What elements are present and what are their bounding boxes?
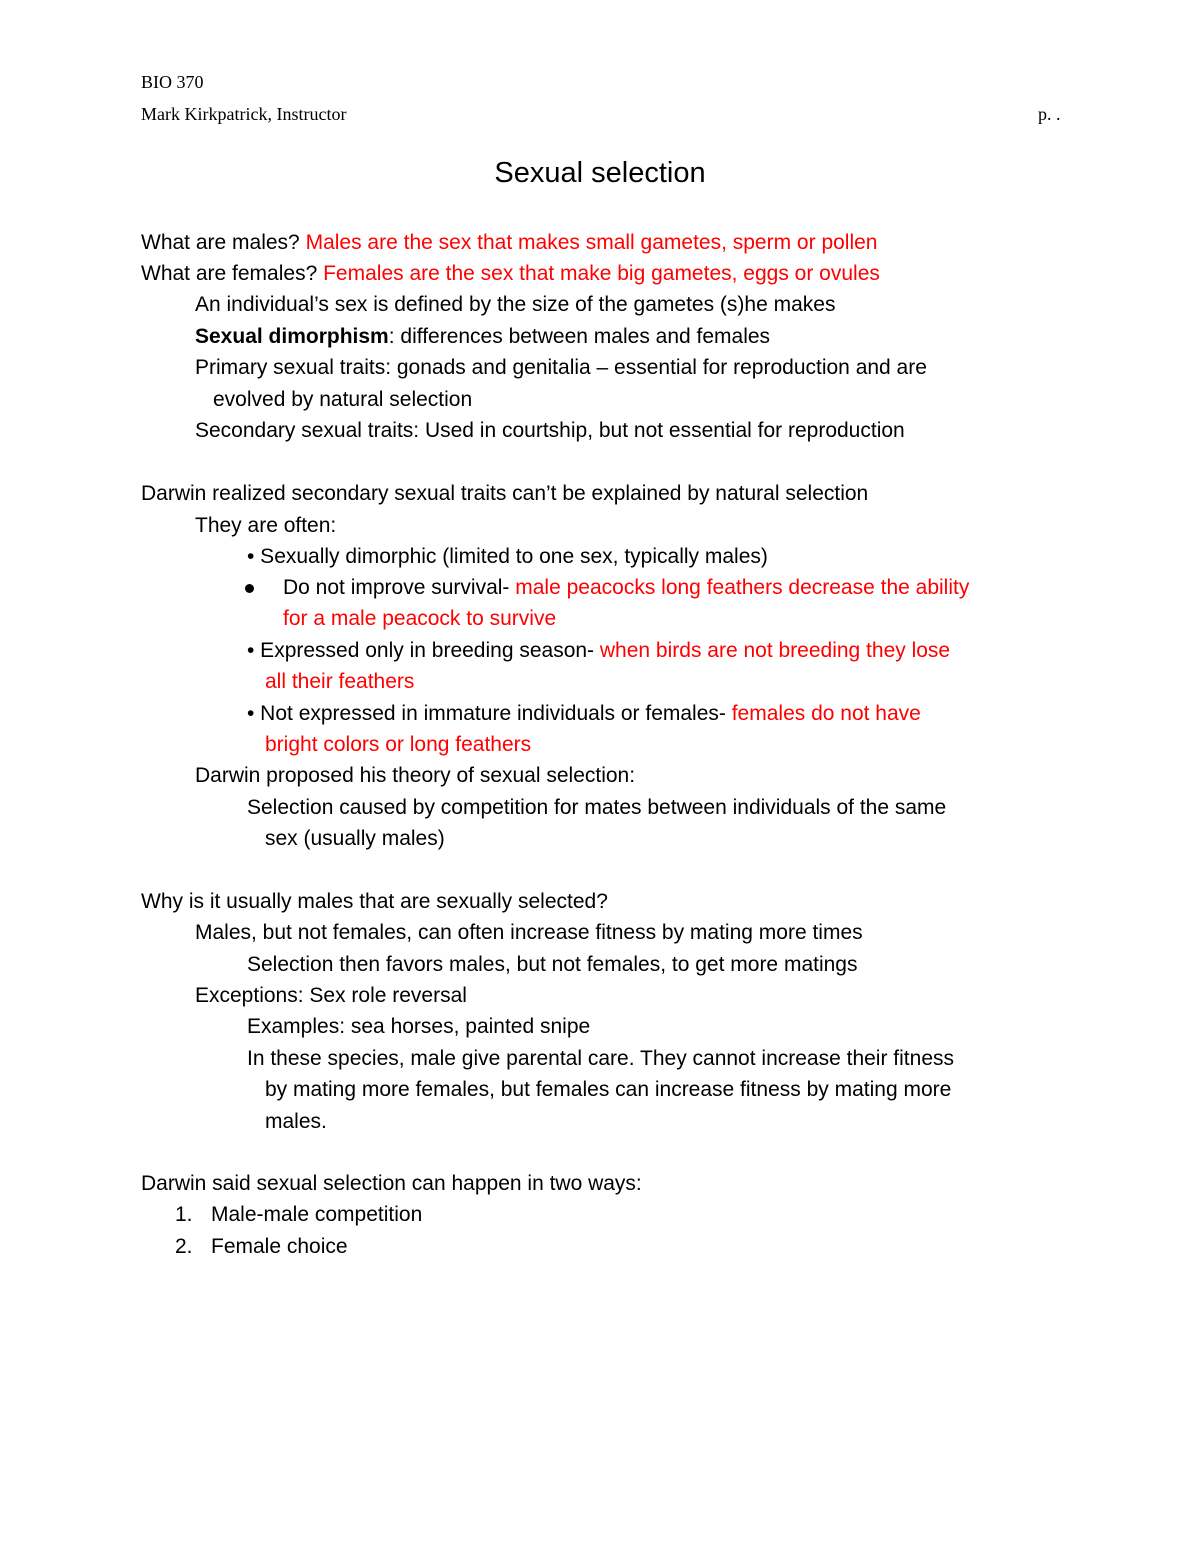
list-item [175, 1234, 193, 1260]
bullet-note: females do not have [731, 702, 921, 725]
bullet-note: when birds are not breeding they lose [599, 639, 951, 662]
bullet-text: • Expressed only in breeding season- [247, 639, 600, 662]
parental-care-end: males. [265, 1110, 327, 1133]
question-text: What are females? [141, 262, 324, 285]
exceptions-line: Exceptions: Sex role reversal [195, 984, 467, 1007]
bullet-note: male peacocks long feathers decrease the ability [515, 576, 970, 599]
secondary-traits-line: Secondary sexual traits: Used in courtship, but not essential for reproduction [195, 419, 905, 442]
answer-text: Males are the sex that makes small gametes, sperm or pollen [305, 231, 878, 254]
parental-care-continuation: by mating more females, but females can increase fitness by mating more [265, 1078, 952, 1101]
bullet-text: • Not expressed in immature individuals or females- [247, 702, 732, 725]
list-number: 1. [175, 1203, 193, 1226]
term-definition: : differences between males and females [388, 325, 771, 348]
page-title: Sexual selection [494, 157, 706, 189]
bullet-breeding-continuation: all their feathers [265, 670, 415, 693]
two-ways-heading: Darwin said sexual selection can happen in two ways: [141, 1172, 642, 1195]
sexual-selection-definition-continuation: sex (usually males) [265, 827, 445, 850]
course-code: BIO 370 [141, 72, 204, 92]
page-number: p. . [1038, 104, 1061, 124]
list-item [175, 1202, 193, 1228]
primary-traits-line: Primary sexual traits: gonads and genitalia – essential for reproduction and are [195, 356, 927, 379]
bullet-text: Do not improve survival- [283, 576, 516, 599]
sex-definition: An individual’s sex is defined by the size of the gametes (s)he makes [195, 293, 836, 316]
sexual-selection-definition: Selection caused by competition for mates between individuals of the same [247, 796, 947, 819]
they-are-often: They are often: [195, 514, 337, 537]
why-males-heading: Why is it usually males that are sexually selected? [141, 890, 608, 913]
parental-care-line: In these species, male give parental care. They cannot increase their fitness [247, 1047, 954, 1070]
darwin-proposed: Darwin proposed his theory of sexual selection: [195, 764, 636, 787]
question-females [141, 261, 880, 287]
bullet-survival-continuation: for a male peacock to survive [283, 607, 557, 630]
list-item-text: Female choice [211, 1235, 348, 1258]
bullet-survival [283, 575, 969, 601]
bullet-immature-continuation: bright colors or long feathers [265, 733, 532, 756]
bullet-dot-icon [245, 584, 254, 593]
list-number: 2. [175, 1235, 193, 1258]
males-increase-fitness: Males, but not females, can often increase fitness by mating more times [195, 921, 863, 944]
bullet-immature [247, 701, 921, 727]
list-item-text: Male-male competition [211, 1203, 423, 1226]
answer-text: Females are the sex that make big gametes, eggs or ovules [323, 262, 880, 285]
primary-traits-continuation: evolved by natural selection [213, 388, 473, 411]
question-text: What are males? [141, 231, 306, 254]
examples-line: Examples: sea horses, painted snipe [247, 1015, 591, 1038]
term-bold: Sexual dimorphism [195, 325, 389, 348]
sexual-dimorphism-definition [195, 324, 770, 350]
bullet-sexually-dimorphic: • Sexually dimorphic (limited to one sex, typically males) [247, 545, 768, 568]
selection-favors-males: Selection then favors males, but not females, to get more matings [247, 953, 858, 976]
darwin-realized-heading: Darwin realized secondary sexual traits can’t be explained by natural selection [141, 482, 869, 505]
question-males [141, 230, 878, 256]
bullet-breeding-season [247, 638, 950, 664]
instructor-name: Mark Kirkpatrick, Instructor [141, 104, 347, 124]
